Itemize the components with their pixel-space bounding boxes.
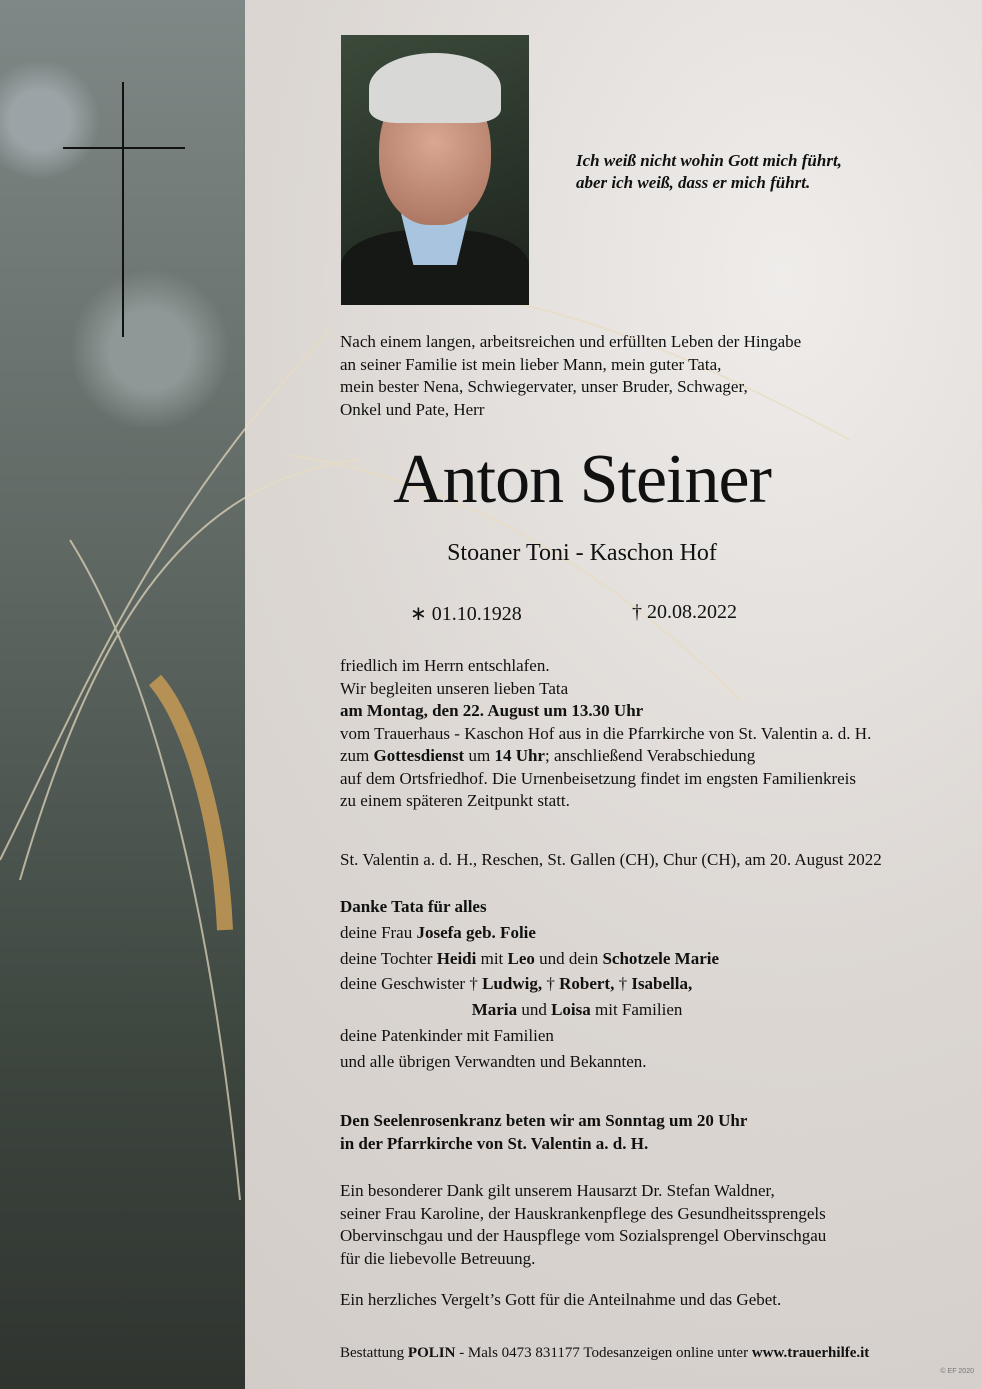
text: und dein [534,948,603,968]
text: seiner Frau Karoline, der Hauskrankenpflege des Gesundheitssprengels [340,1203,826,1223]
funeral-line [340,700,871,723]
bold-text: am Montag, den 22. August um 13.30 Uhr [340,701,644,720]
text: † [614,974,632,994]
funeral-line [340,790,871,813]
quote [576,150,842,194]
bold-text: Robert, [559,974,615,994]
death-date: † 20.08.2022 [632,601,737,623]
bold-text: Danke Tata für alles [340,897,487,916]
birth-date: ∗ 01.10.1928 [410,603,522,625]
text: vom Trauerhaus - Kaschon Hof aus in die Pfarrkirche von St. Valentin a. d. H. [340,723,872,743]
quote-line: aber ich weiß, dass er mich führt. [576,173,811,192]
text: Wir begleiten unseren lieben Tata [340,678,569,698]
mourners-line [340,894,719,920]
quote-line: Ich weiß nicht wohin Gott mich führt, [576,151,842,170]
rosary-line [340,1133,747,1156]
text: deine Frau [340,922,417,942]
text: mit [476,948,508,968]
closing-line [340,1289,781,1312]
text: Ein herzliches Vergelt’s Gott für die Anteilnahme und das Gebet. [340,1290,782,1309]
bold-text: Heidi [436,948,477,968]
mourners-line [340,1023,719,1049]
portrait-photo [341,35,529,305]
mourners-line [340,997,719,1023]
text: St. Valentin a. d. H., Reschen, St. Gallen (CH), Chur (CH), am 20. August 2022 [340,850,882,869]
text: friedlich im Herrn entschlafen. [340,656,550,675]
text: zum [340,746,374,765]
intro-line: Nach einem langen, arbeitsreichen und erfüllten Leben der Hingabe [340,332,802,351]
text: zu einem späteren Zeitpunkt statt. [340,791,570,810]
text: deine Geschwister † [340,974,483,994]
intro-line: mein bester Nena, Schwiegervater, unser Bruder, Schwager, [340,377,748,396]
copyright: © EF 2020 [940,1368,974,1375]
mourners-line [340,920,719,946]
text: deine Patenkinder mit Familien [340,1025,554,1045]
funeral-line [340,745,871,768]
text: und alle übrigen Verwandten und Bekannten. [340,1051,647,1071]
mourners-list [340,894,719,1075]
bold-text: Josefa geb. Folie [416,922,536,942]
deceased-name: Anton Steiner [393,441,771,518]
cross-symbol [122,82,124,337]
funeral-text [340,655,871,813]
mourners-line [340,946,719,972]
text: deine Tochter [340,948,437,968]
text: und [517,1000,552,1020]
text: für die liebevolle Betreuung. [340,1248,536,1268]
footer-line [340,1342,869,1365]
text: Ein besonderer Dank gilt unserem Hausarzt Dr. Stefan Waldner, [340,1181,775,1200]
text: mit Familien [590,1000,683,1020]
text: † [542,974,560,994]
text: Obervinschgau und der Hauspflege vom Sozialsprengel Obervinschgau [340,1226,827,1245]
cross-symbol-bar [63,147,185,149]
thanks-line [340,1248,826,1271]
intro-text [340,331,801,421]
rosary-line [340,1110,747,1133]
text: um [464,746,495,765]
footer-funeral-home [340,1342,869,1365]
bold-text: 14 Uhr [494,746,545,765]
thanks-line [340,1180,826,1203]
place-date-line [340,849,882,872]
text: auf dem Ortsfriedhof. Die Urnenbeisetzung findet im engsten Familienkreis [340,768,856,788]
thanks-text [340,1180,826,1270]
text [340,1000,472,1019]
text: ; anschließend Verabschiedung [544,746,756,765]
rosary-notice [340,1110,747,1155]
bold-text: Isabella, [631,974,693,994]
mourners-line [340,971,719,997]
funeral-line [340,768,871,791]
bold-text: POLIN [407,1345,456,1361]
bold-text: Den Seelenrosenkranz beten wir am Sonntag um 20 Uhr [340,1111,748,1130]
closing-text [340,1289,781,1312]
bold-text: Maria [471,1000,518,1020]
funeral-line [340,678,871,701]
intro-line: an seiner Familie ist mein lieber Mann, mein guter Tata, [340,354,722,374]
bold-text: Gottesdienst [373,746,465,765]
bold-text: Schotzele Marie [602,948,720,968]
funeral-line [340,655,871,678]
nickname: Stoaner Toni - Kaschon Hof [447,540,717,566]
text: Bestattung [340,1345,408,1361]
thanks-line [340,1225,826,1248]
place-date [340,849,882,872]
bold-text: www.trauerhilfe.it [751,1345,870,1361]
funeral-line [340,723,871,746]
thanks-line [340,1203,826,1226]
bold-text: in der Pfarrkirche von St. Valentin a. d. H. [340,1133,649,1153]
mourners-line [340,1049,719,1075]
bold-text: Loisa [551,1000,591,1020]
text: - Mals 0473 831177 Todesanzeigen online unter [455,1345,752,1361]
bold-text: Leo [507,948,535,968]
intro-line: Onkel und Pate, Herr [340,399,485,419]
bold-text: Ludwig, [482,974,543,994]
